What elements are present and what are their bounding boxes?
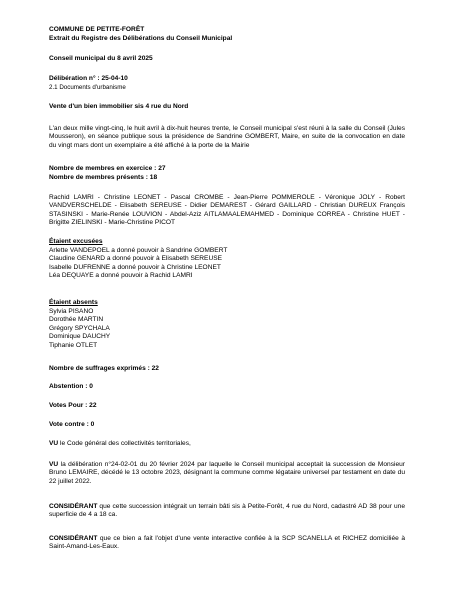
votes-against: Vote contre : 0	[49, 421, 95, 428]
excused-list	[49, 247, 405, 281]
considerant-terrain-paragraph	[49, 503, 405, 520]
absent-title: Étaient absents	[49, 299, 98, 306]
votes-abstention: Abstention : 0	[49, 383, 93, 390]
vu-label: VU	[49, 461, 59, 468]
registry-extract-title: Extrait du Registre des Délibérations du Conseil Municipal	[49, 35, 233, 42]
vu-deliberation-paragraph	[49, 461, 405, 486]
present-members-list: Rachid LAMRI - Christine LEONET - Pascal CROMBE - Jean-Pierre POMMEROLE - Véronique JOLY - Robert VANDVERSCHELDE - Elisabeth SEREUSE - Didier DEMAREST - Gérard GAILLARD - Christian DUREUX François STASINSKI - Marie-Renée LOUVION - Abdel-Aziz AITLAMAALEMAHMED - Dominique CORREA - Christine HUET - Brigitte ZIELINSKI - Marie-Christine PICOT	[49, 194, 405, 227]
subject-title: Vente d'un bien immobilier sis 4 rue du Nord	[49, 103, 189, 110]
intro-paragraph: L'an deux mille vingt-cinq, le huit avril à dix-huit heures trente, le Conseil municipal s'est réuni à la salle du Conseil (Jules Mousseron), en séance publique sous la présidence de Sandrine GOMBERT, Maire, en suite de la convocation en date du vingt mars dont un exemplaire a été affiché à la porte de la Mairie	[49, 125, 405, 149]
considerant-label: CONSIDÉRANT	[49, 535, 98, 542]
considerant-label: CONSIDÉRANT	[49, 503, 98, 510]
absent-list	[49, 308, 405, 350]
considerant-vente-paragraph	[49, 535, 405, 552]
members-present: Nombre de membres présents : 18	[49, 174, 158, 181]
deliberation-category: 2.1 Documents d'urbanisme	[49, 84, 126, 91]
excused-item: Arlette VANDEPOEL a donné pouvoir à Sandrine GOMBERT	[49, 247, 228, 254]
vu-label: VU	[49, 440, 59, 447]
excused-item: Isabelle DUFRENNE a donné pouvoir à Christine LEONET	[49, 263, 221, 271]
absent-item: Dominique DAUCHY	[49, 333, 111, 341]
excused-item: Léa DEQUAYE a donné pouvoir à Rachid LAMRI	[49, 272, 193, 280]
vu-text: la délibération n°24-02-01 du 20 février 2024 par laquelle le Conseil municipal acceptait la succession de Monsieur Bruno LEMAIRE, décédé le 13 octobre 2023, désignant la commune comme légataire universel par testament en date du 22 juillet 2022.	[49, 461, 405, 485]
commune-title: COMMUNE DE PETITE-FORÊT	[49, 26, 145, 33]
considerant-text: que ce bien a fait l'objet d'une vente interactive confiée à la SCP SCANELLA et RICHEZ domiciliée à Saint-Amand-Les-Eaux.	[49, 535, 405, 551]
considerant-text: que cette succession intégrait un terrain bâti sis à Petite-Forêt, 4 rue du Nord, cadastré AD 38 pour une superficie de 4 a 18 ca.	[49, 503, 405, 519]
excused-item: Claudine GENARD a donné pouvoir à Elisabeth SEREUSE	[49, 255, 222, 263]
absent-item: Tiphanie OTLET	[49, 341, 98, 349]
votes-for: Votes Pour : 22	[49, 402, 97, 409]
absent-item: Grégory SPYCHALA	[49, 324, 110, 332]
vu-code-paragraph	[49, 440, 405, 448]
deliberation-number: Délibération n° : 25-04-10	[49, 75, 128, 82]
votes-expressed: Nombre de suffrages exprimés : 22	[49, 365, 159, 372]
vu-text: le Code général des collectivités territoriales,	[58, 440, 191, 447]
meeting-date: Conseil municipal du 8 avril 2025	[49, 55, 153, 62]
absent-item: Dorothée MARTIN	[49, 316, 104, 324]
members-in-office: Nombre de membres en exercice : 27	[49, 165, 166, 172]
absent-item: Sylvia PISANO	[49, 308, 94, 315]
excused-title: Étaient excusées	[49, 238, 103, 245]
